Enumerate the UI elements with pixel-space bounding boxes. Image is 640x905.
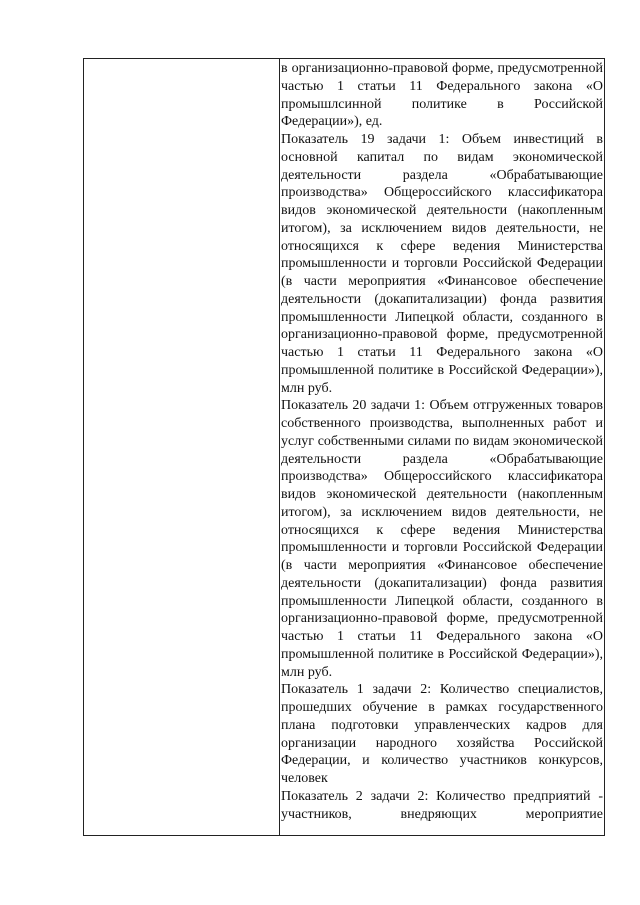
column-divider [279, 58, 280, 836]
table-right-cell [281, 60, 603, 823]
indicator-paragraph-task2-2: Показатель 2 задачи 2: Количество предприятий - участников, внедряющих мероприятие [281, 788, 603, 822]
indicator-paragraph-task2-1: Показатель 1 задачи 2: Количество специалистов, прошедших обучение в рамках государственного плана подготовки управленческих кадров для организации народного хозяйства Российской Федерации, и количество участников конкурсов, человек [281, 682, 603, 786]
table-right-border [604, 58, 605, 836]
indicator-paragraph-continuation: в организационно-правовой форме, предусмотренной частью 1 статьи 11 Федерального закона «О промышлсинной политике в Российской Федерации»), ед. [281, 61, 603, 130]
indicator-paragraph-19: Показатель 19 задачи 1: Объем инвестиций в основной капитал по видам экономической деятельности раздела «Обрабатывающие производства» Общероссийского классификатора видов экономической деятельности (накопленным итогом), за исключением видов деятельности, не относящихся к сфере ведения Министерства промышленности и торговли Российской Федерации (в части мероприятия «Финансовое обеспечение деятельности (докапитализации) фонда развития промышленности Липецкой области, созданного в организационно-правовой форме, предусмотренной частью 1 статьи 11 Федерального закона «О промышленной политике в Российской Федерации»), млн руб. [281, 132, 603, 396]
table-left-cell [84, 59, 278, 835]
indicator-paragraph-20: Показатель 20 задачи 1: Объем отгруженных товаров собственного производства, выполненных работ и услуг собственными силами по видам экономической деятельности раздела «Обрабатывающие производства» Общероссийского классификатора видов экономической деятельности (накопленным итогом), за исключением видов деятельности, не относящихся к сфере ведения Министерства промышленности и торговли Российской Федерации (в части мероприятия «Финансовое обеспечение деятельности (докапитализации) фонда развития промышленности Липецкой области, созданного в организационно-правовой форме, предусмотренной частью 1 статьи 11 Федерального закона «О промышленной политике в Российской Федерации»), млн руб. [281, 398, 603, 680]
